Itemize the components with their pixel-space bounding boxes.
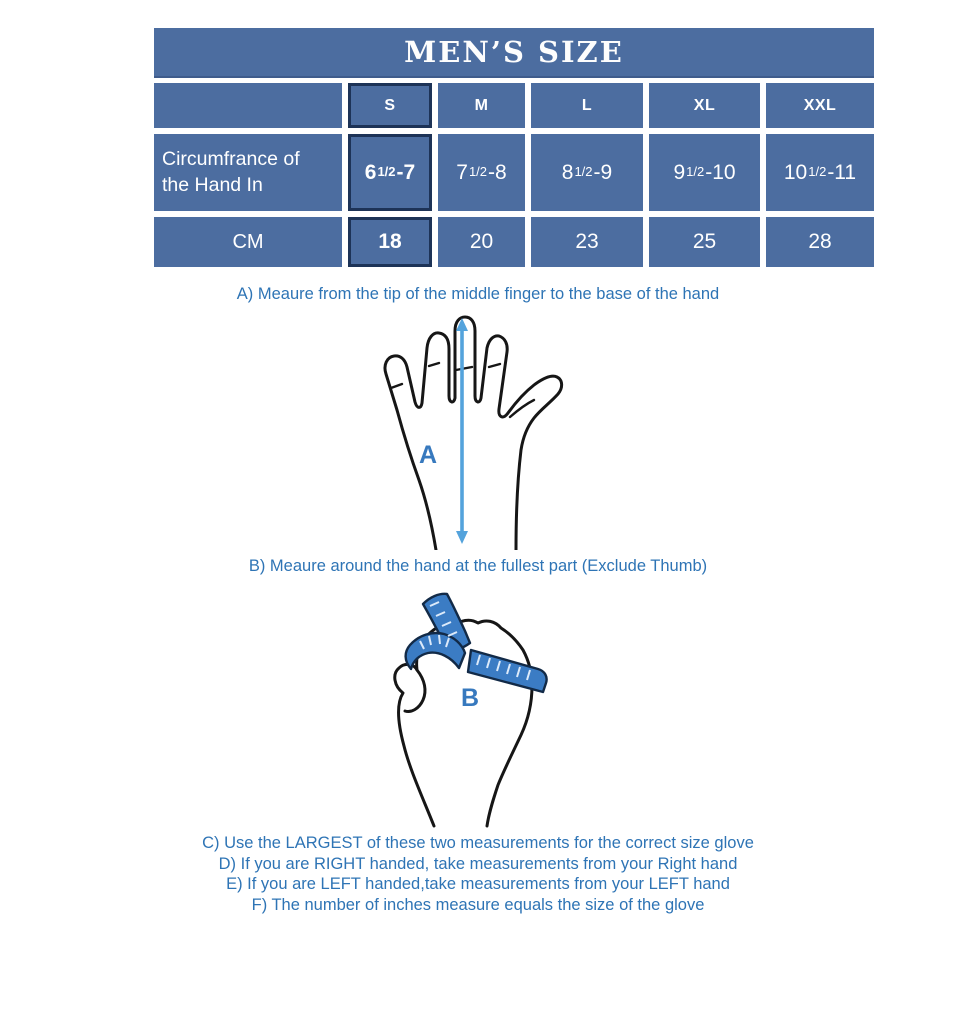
cell-inches-xl xyxy=(649,134,760,211)
cell-inches-xxl xyxy=(766,134,874,211)
cell-cm-m: 20 xyxy=(438,217,525,267)
fist-illustration xyxy=(368,588,588,828)
cell-cm-xl: 25 xyxy=(649,217,760,267)
value-lead: 6 xyxy=(364,160,377,184)
cell-cm-l: 23 xyxy=(531,217,643,267)
open-hand-illustration xyxy=(358,310,598,550)
instructions-c-f xyxy=(0,833,956,915)
cell-inches-l xyxy=(531,134,643,211)
column-header-s: S xyxy=(348,83,432,128)
row-label-circumference: Circumfrance of the Hand In xyxy=(154,134,342,211)
value-lead: 9 xyxy=(673,160,686,184)
cell-cm-s: 18 xyxy=(348,217,432,267)
value-tail: -11 xyxy=(827,160,857,184)
value-tail: -10 xyxy=(705,160,736,184)
corner-cell xyxy=(154,83,342,128)
instruction-d: D) If you are RIGHT handed, take measurements from your Right hand xyxy=(218,854,738,873)
fist-diagram xyxy=(368,588,588,833)
value-lead: 8 xyxy=(561,160,574,184)
instruction-a: A) Meaure from the tip of the middle finger to the base of the hand xyxy=(236,285,720,303)
cell-inches-m xyxy=(438,134,525,211)
instruction-b: B) Meaure around the hand at the fullest part (Exclude Thumb) xyxy=(248,557,708,575)
value-lead: 7 xyxy=(456,160,468,184)
value-fraction: 1/2 xyxy=(686,164,705,179)
mens-size-table xyxy=(154,28,874,267)
diagram-b-label: B xyxy=(460,684,480,712)
diagram-a-label: A xyxy=(418,441,438,469)
value-fraction: 1/2 xyxy=(377,164,396,179)
size-grid xyxy=(154,83,874,267)
instruction-f: F) The number of inches measure equals the size of the glove xyxy=(251,895,705,914)
open-hand-diagram xyxy=(358,310,598,555)
cell-inches-s xyxy=(348,134,432,211)
value-tail: -9 xyxy=(593,160,613,184)
value-fraction: 1/2 xyxy=(808,164,827,179)
value-fraction: 1/2 xyxy=(468,164,488,179)
column-header-xl: XL xyxy=(649,83,760,128)
column-header-xxl: XXL xyxy=(766,83,874,128)
hand-outline xyxy=(385,317,562,550)
value-tail: -8 xyxy=(488,160,507,184)
column-header-m: M xyxy=(438,83,525,128)
value-lead: 10 xyxy=(783,160,808,184)
row-label-cm: CM xyxy=(154,217,342,267)
value-tail: -7 xyxy=(396,160,416,184)
instruction-e: E) If you are LEFT handed,take measurements from your LEFT hand xyxy=(226,875,730,893)
table-title: MEN’S SIZE xyxy=(154,28,874,78)
column-header-l: L xyxy=(531,83,643,128)
value-fraction: 1/2 xyxy=(574,164,593,179)
instruction-c: C) Use the LARGEST of these two measurements for the correct size glove xyxy=(202,834,754,852)
cell-cm-xxl: 28 xyxy=(766,217,874,267)
